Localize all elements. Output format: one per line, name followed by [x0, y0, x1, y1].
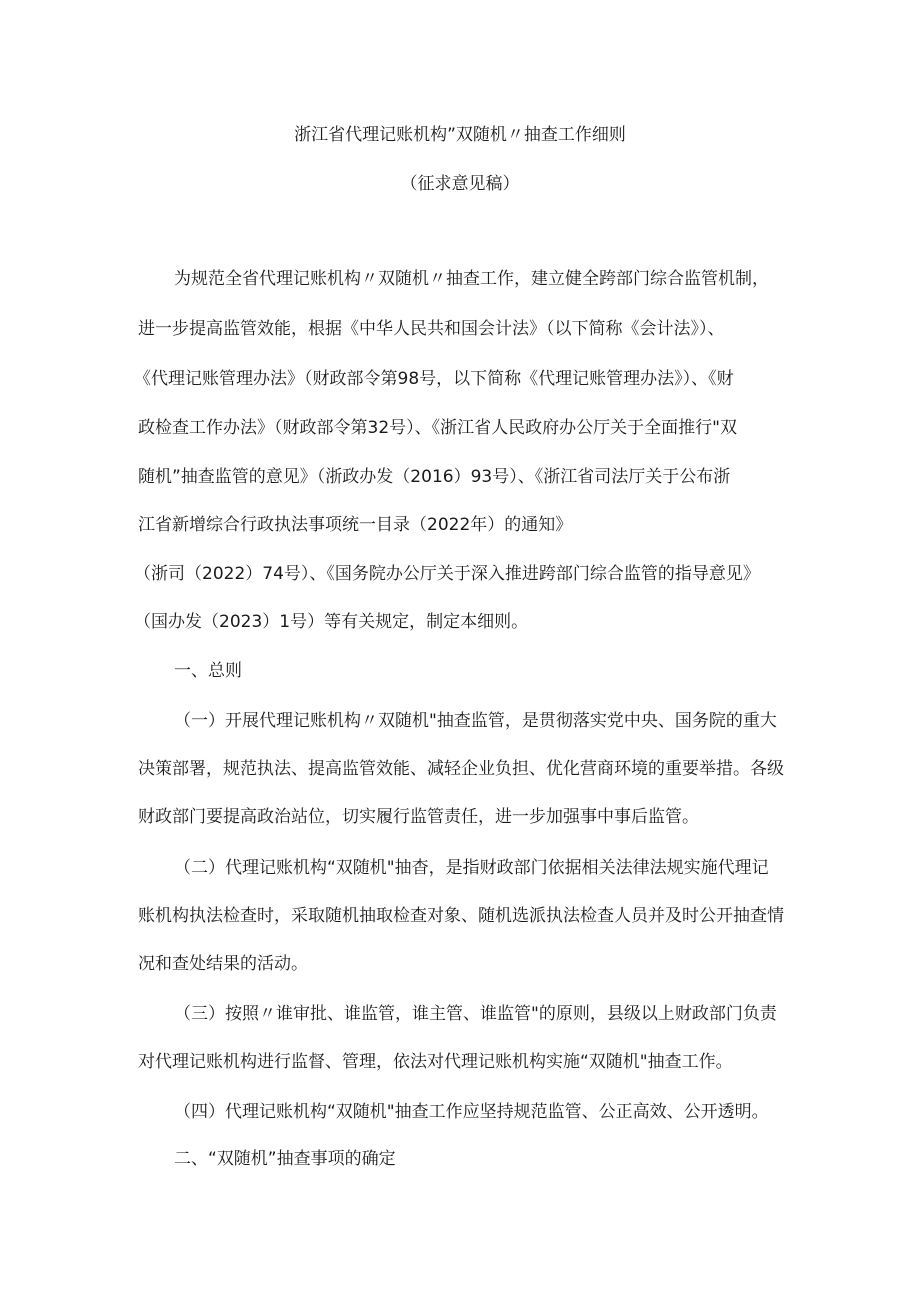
paragraph-line: 政检查工作办法》（财政部令第32号）、《浙江省人民政府办公厅关于全面推行"双: [138, 418, 737, 438]
paragraph-line: 随机”抽查监管的意见》（浙政办发（2016）93号）、《浙江省司法厅关于公布浙: [138, 467, 731, 487]
paragraph-line: 况和查处结果的活动。: [138, 954, 308, 974]
section-heading: 二、“双随机”抽查事项的确定: [174, 1149, 396, 1169]
paragraph-line: （一）开展代理记账机构〃双随机"抽查监管，是贯彻落实党中央、国务院的重大: [174, 711, 777, 731]
paragraph-line: 进一步提高监管效能，根据《中华人民共和国会计法》（以下简称《会计法》）、: [138, 319, 725, 339]
paragraph-line: （三）按照〃谁审批、谁监管，谁主管、谁监管"的原则，县级以上财政部门负责: [174, 1004, 777, 1024]
paragraph-line: 为规范全省代理记账机构〃双随机〃抽查工作，建立健全跨部门综合监管机制，: [174, 269, 769, 289]
paragraph-line: 账机构执法检查时，采取随机抽取检查对象、随机选派执法检查人员并及时公开抽查情: [138, 906, 784, 926]
paragraph-line: （国办发（2023）1号）等有关规定，制定本细则。: [134, 612, 529, 632]
document-subtitle: （征求意见稿）: [400, 174, 520, 194]
paragraph-line: 决策部署，规范执法、提高监管效能、减轻企业负担、优化营商环境的重要举措。各级: [138, 759, 784, 779]
section-heading: 一、总则: [174, 661, 242, 681]
paragraph-line: 《代理记账管理办法》（财政部令第98号，以下简称《代理记账管理办法》）、《财: [134, 369, 734, 389]
paragraph-line: 江省新增综合行政执法事项统一目录（2022年）的通知》: [138, 515, 573, 535]
paragraph-line: （四）代理记账机构“双随机"抽查工作应坚持规范监管、公正高效、公开透明。: [174, 1102, 769, 1122]
paragraph-line: 财政部门要提高政治站位，切实履行监管责任，进一步加强事中事后监管。: [138, 807, 699, 827]
paragraph-line: （浙司（2022）74号）、《国务院办公厅关于深入推进跨部门综合监管的指导意见》: [134, 564, 760, 584]
paragraph-line: （二）代理记账机构“双随机"抽杳，是指财政部门依据相关法律法规实施代理记: [174, 858, 769, 878]
document-title: 浙江省代理记账机构”双随机〃抽查工作细则: [294, 125, 626, 145]
paragraph-line: 对代理记账机构进行监督、管理，依法对代理记账机构实施“双随机"抽查工作。: [138, 1052, 733, 1072]
